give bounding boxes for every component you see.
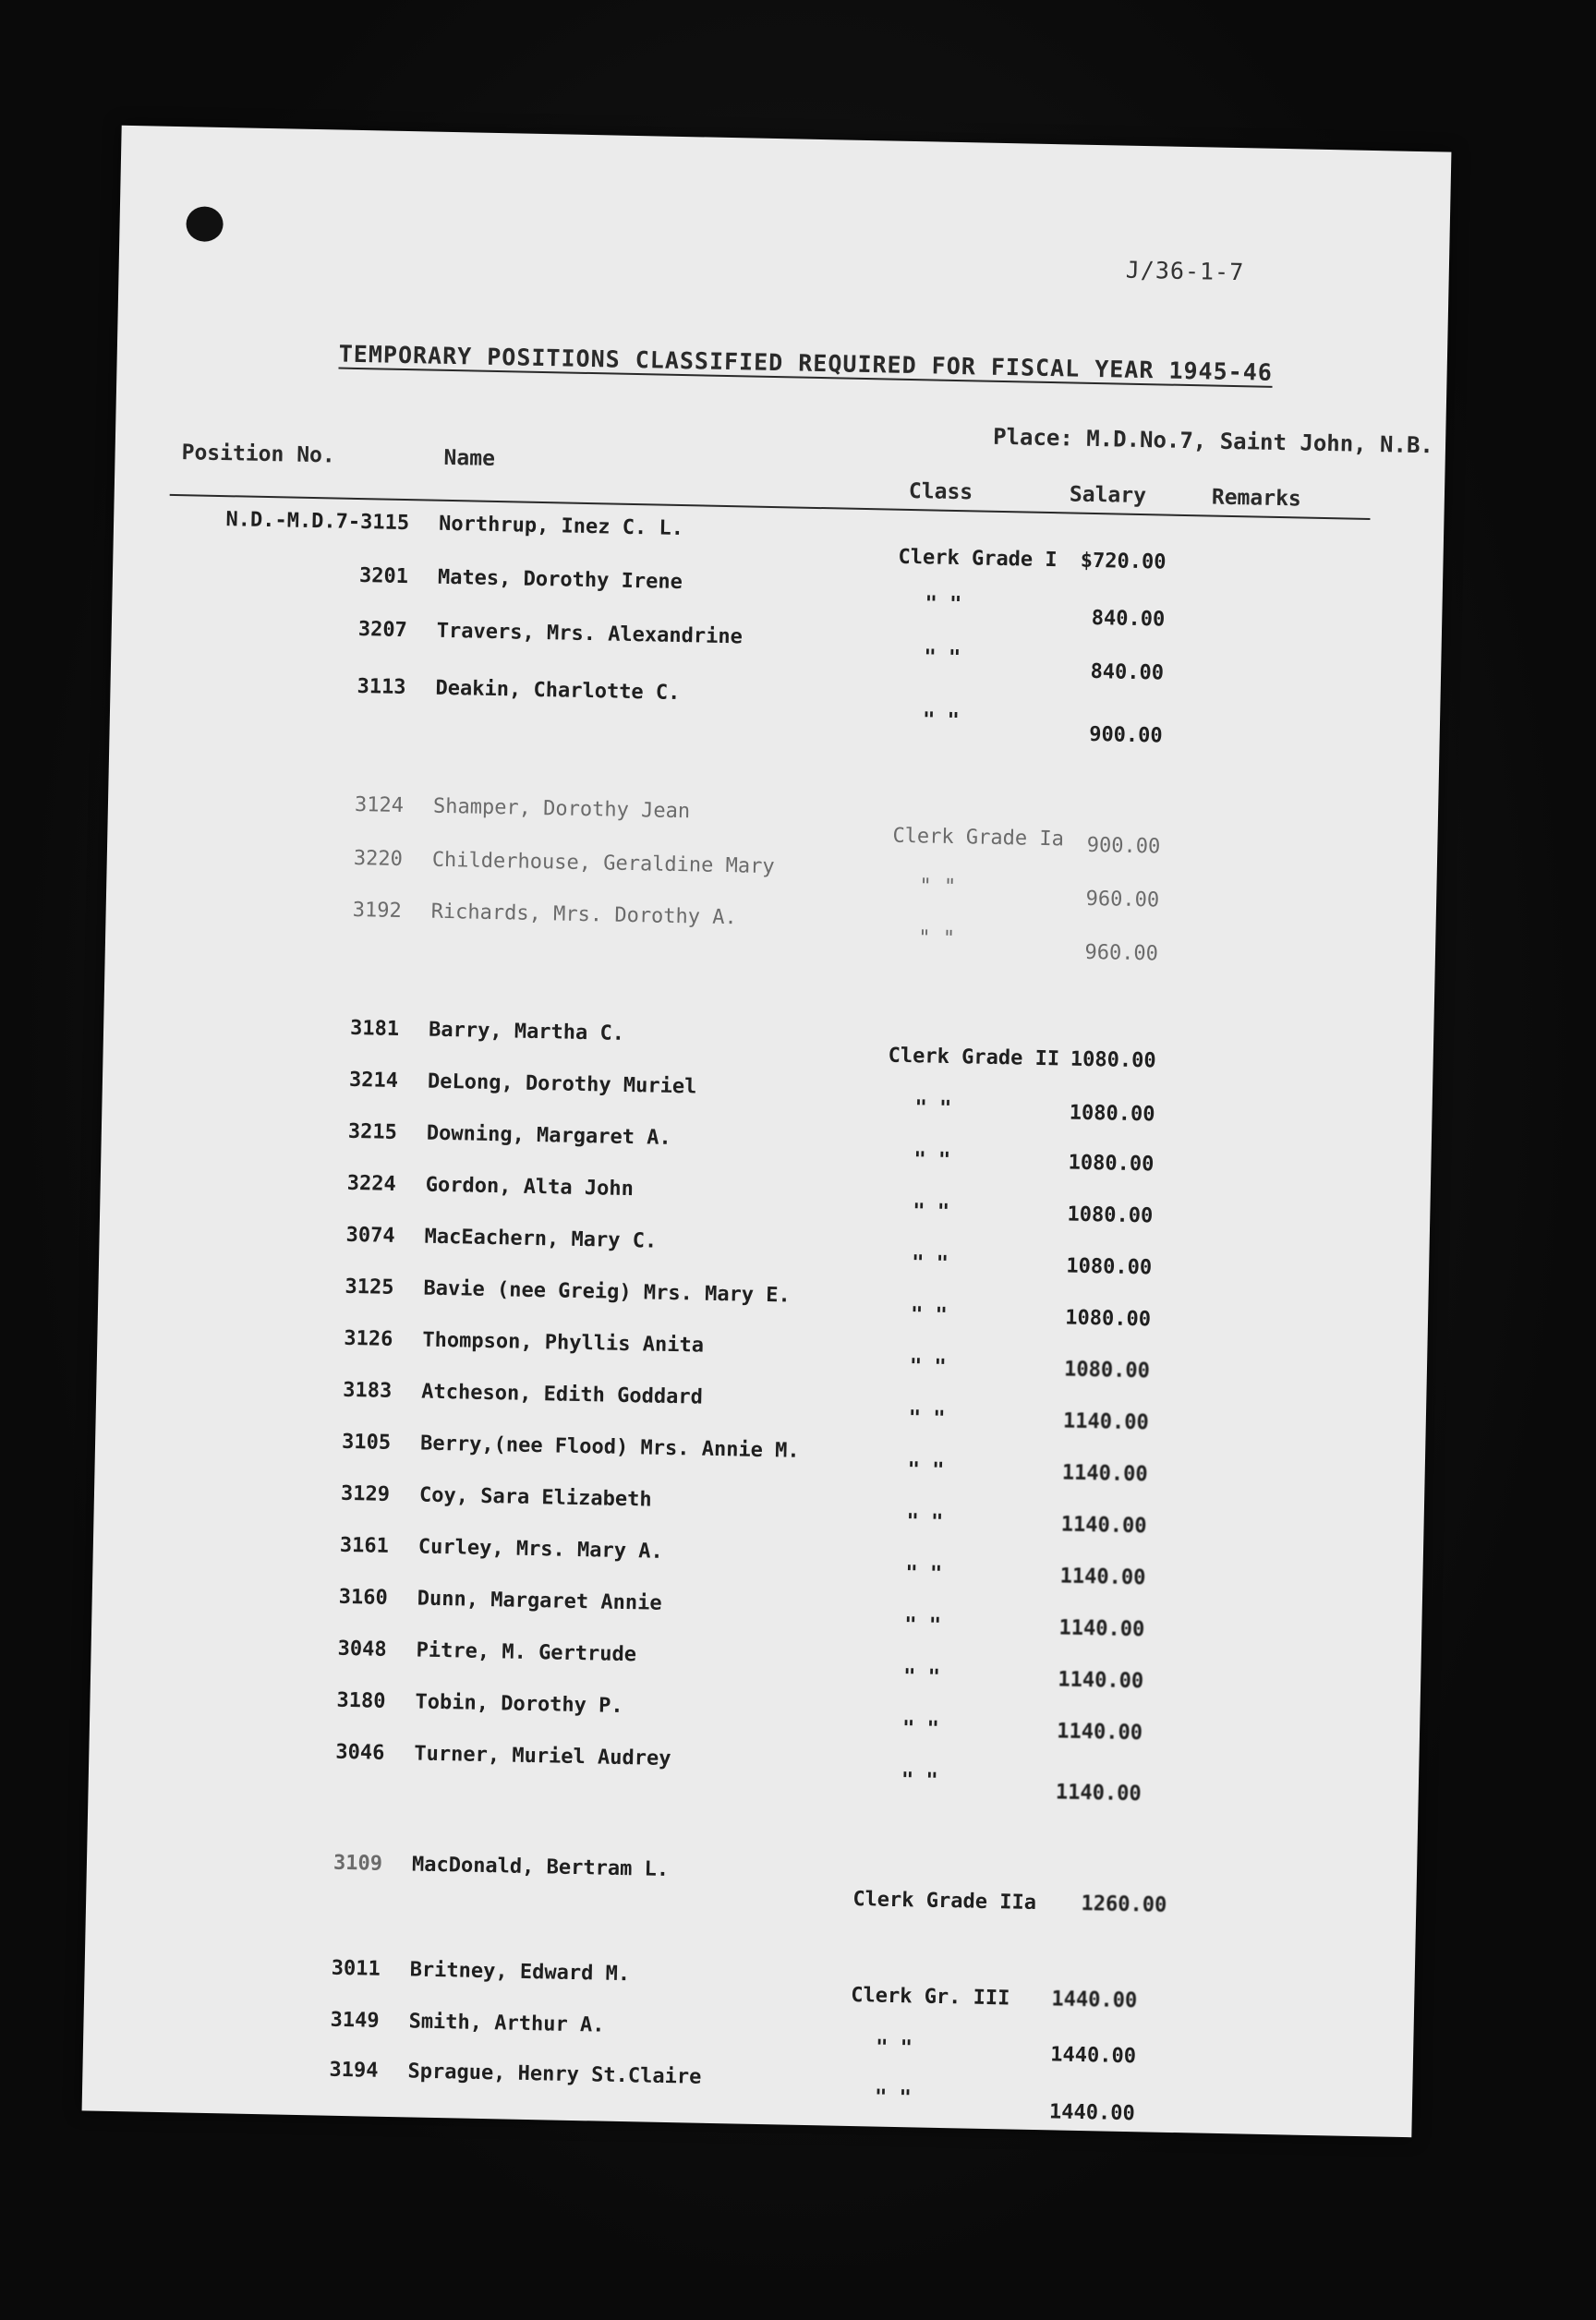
employee-name: Coy, Sara Elizabeth <box>418 1483 652 1512</box>
position-number: 3074 <box>345 1223 395 1248</box>
salary-amount: 1440.00 <box>1048 2100 1135 2126</box>
salary-amount: 900.00 <box>1088 722 1163 748</box>
position-number: 3105 <box>341 1430 392 1455</box>
header-salary: Salary <box>1069 482 1147 509</box>
salary-amount: 960.00 <box>1085 887 1160 912</box>
header-class: Class <box>908 478 973 505</box>
class-grade: " " <box>925 592 962 617</box>
table-row <box>111 613 1441 685</box>
class-grade: Clerk Grade I <box>898 545 1058 573</box>
table-row <box>102 1116 1432 1177</box>
salary-amount: 840.00 <box>1091 606 1166 632</box>
class-grade: " " <box>911 1251 949 1275</box>
table-row <box>89 1735 1419 1806</box>
employee-name: MacEachern, Mary C. <box>424 1225 658 1253</box>
position-number: 3194 <box>329 2058 379 2083</box>
employee-name: Travers, Mrs. Alexandrine <box>436 619 744 649</box>
employee-name: Dunn, Margaret Annie <box>417 1587 662 1615</box>
place-line: Place: M.D.No.7, Saint John, N.B. <box>992 423 1434 459</box>
position-number: 3180 <box>336 1688 386 1713</box>
class-grade: " " <box>906 1510 944 1534</box>
position-number: 3160 <box>338 1585 389 1610</box>
class-grade: " " <box>914 1096 952 1121</box>
position-number: 3181 <box>349 1016 400 1041</box>
class-grade: Clerk Grade Ia <box>892 824 1065 852</box>
salary-amount: 1080.00 <box>1065 1306 1152 1332</box>
class-grade: " " <box>913 1200 950 1224</box>
employee-name: Mates, Dorothy Irene <box>437 565 683 595</box>
salary-amount: 1140.00 <box>1061 1461 1148 1487</box>
table-row <box>84 1951 1414 2013</box>
class-grade: Clerk Gr. III <box>850 1984 1010 2011</box>
employee-name: MacDonald, Bertram L. <box>411 1853 670 1882</box>
employee-name: Bavie (nee Greig) Mrs. Mary E. <box>423 1276 792 1308</box>
salary-amount: 1140.00 <box>1059 1565 1146 1590</box>
class-grade: " " <box>902 1665 941 1689</box>
class-grade: " " <box>913 1148 951 1173</box>
employee-name: DeLong, Dorothy Muriel <box>427 1069 697 1099</box>
salary-amount: 1260.00 <box>1081 1892 1167 1917</box>
file-reference: J/36-1-7 <box>1125 256 1245 286</box>
employee-name: Curley, Mrs. Mary A. <box>417 1535 663 1564</box>
table-row <box>114 506 1444 574</box>
position-number: 3048 <box>337 1637 387 1661</box>
employee-name: Berry,(nee Flood) Mrs. Annie M. <box>419 1432 800 1463</box>
class-grade: " " <box>901 1769 938 1793</box>
position-number: 3201 <box>358 564 409 589</box>
position-number: 3214 <box>348 1068 399 1093</box>
salary-amount: 1080.00 <box>1066 1254 1153 1280</box>
employee-name: Barry, Martha C. <box>428 1018 625 1045</box>
position-number: 3126 <box>344 1326 393 1351</box>
employee-name: Deakin, Charlotte C. <box>435 676 681 706</box>
salary-amount: 1140.00 <box>1060 1513 1147 1539</box>
header-position-no: Position No. <box>181 441 336 468</box>
class-grade: " " <box>910 1303 949 1327</box>
employee-name: Downing, Margaret A. <box>426 1121 671 1150</box>
salary-amount: 1080.00 <box>1069 1101 1155 1127</box>
class-grade: " " <box>924 646 961 671</box>
table-row <box>103 1064 1433 1127</box>
position-number: 3215 <box>347 1119 398 1144</box>
employee-name: Britney, Edward M. <box>409 1958 631 1987</box>
table-row <box>95 1425 1425 1487</box>
salary-amount: 900.00 <box>1086 833 1161 859</box>
class-grade: " " <box>904 1613 942 1637</box>
class-grade: " " <box>875 2036 913 2060</box>
class-grade: " " <box>905 1562 943 1586</box>
table-row <box>97 1323 1427 1384</box>
class-grade: Clerk Grade II <box>888 1044 1060 1071</box>
salary-amount: 1140.00 <box>1057 1720 1143 1746</box>
class-grade: " " <box>909 1355 947 1379</box>
employee-name: Pitre, M. Gertrude <box>416 1638 637 1667</box>
employee-name: Tobin, Dorothy P. <box>415 1690 623 1719</box>
salary-amount: 1080.00 <box>1063 1358 1151 1384</box>
employee-name: Gordon, Alta John <box>425 1173 635 1202</box>
class-grade: " " <box>874 2085 913 2110</box>
table-row <box>90 1684 1420 1746</box>
position-number: 3011 <box>331 1956 381 1981</box>
employee-name: Shamper, Dorothy Jean <box>432 794 691 824</box>
position-number: 3192 <box>352 898 402 924</box>
employee-name: Atcheson, Edith Goddard <box>421 1380 704 1409</box>
table-row <box>105 894 1435 966</box>
class-grade: " " <box>922 708 960 733</box>
employee-name: Sprague, Henry St.Claire <box>407 2060 702 2089</box>
position-number: 3113 <box>357 675 406 700</box>
position-number: 3129 <box>340 1481 391 1506</box>
position-number: 3220 <box>353 846 404 872</box>
salary-amount: 1080.00 <box>1068 1151 1155 1177</box>
position-number: 3124 <box>354 792 405 818</box>
table-row <box>103 1012 1433 1073</box>
salary-amount: 1440.00 <box>1050 2043 1137 2069</box>
position-number: 3149 <box>330 2008 380 2033</box>
header-name: Name <box>443 445 496 471</box>
position-number: 3207 <box>357 618 408 643</box>
table-row <box>93 1529 1423 1590</box>
employee-name: Childerhouse, Geraldine Mary <box>431 848 775 879</box>
position-number: 3125 <box>345 1275 394 1299</box>
salary-amount: 1140.00 <box>1055 1781 1142 1806</box>
document-page <box>82 126 1452 2137</box>
header-remarks: Remarks <box>1211 485 1302 512</box>
position-number: 3183 <box>343 1378 393 1403</box>
position-number: 3224 <box>346 1171 397 1196</box>
table-row <box>99 1219 1429 1280</box>
table-row <box>91 1632 1421 1694</box>
class-grade: Clerk Grade IIa <box>852 1888 1037 1915</box>
document-title: TEMPORARY POSITIONS CLASSIFIED REQUIRED FOR FISCAL YEAR 1945-46 <box>338 340 1274 386</box>
employee-name: Smith, Arthur A. <box>408 2010 605 2037</box>
class-grade: " " <box>901 1717 940 1741</box>
salary-amount: 1140.00 <box>1058 1668 1144 1694</box>
table-row <box>87 1846 1417 1917</box>
salary-amount: $720.00 <box>1080 549 1167 574</box>
table-row <box>110 671 1440 748</box>
position-number: 3161 <box>339 1533 390 1558</box>
class-grade: " " <box>907 1458 945 1482</box>
employee-name: Northrup, Inez C. L. <box>438 512 684 541</box>
table-row <box>98 1271 1428 1332</box>
salary-amount: 960.00 <box>1084 940 1159 966</box>
table-row <box>96 1373 1426 1435</box>
table-row <box>100 1167 1430 1226</box>
class-grade: " " <box>908 1407 946 1431</box>
class-grade: " " <box>917 926 956 951</box>
salary-amount: 1440.00 <box>1051 1988 1138 2013</box>
class-grade: " " <box>919 875 957 900</box>
position-number: N.D.-M.D.7-3115 <box>225 508 410 536</box>
salary-amount: 1080.00 <box>1070 1047 1156 1073</box>
table-row <box>91 1580 1421 1642</box>
position-number: 3109 <box>332 1851 383 1876</box>
positions-table <box>82 126 1452 2137</box>
employee-name: Thompson, Phyllis Anita <box>422 1328 705 1358</box>
table-row <box>82 2053 1412 2126</box>
salary-amount: 1140.00 <box>1058 1616 1145 1642</box>
salary-amount: 840.00 <box>1090 659 1165 685</box>
table-row <box>83 2003 1413 2069</box>
salary-amount: 1140.00 <box>1062 1409 1149 1435</box>
salary-amount: 1080.00 <box>1067 1202 1154 1228</box>
table-row <box>94 1477 1424 1539</box>
employee-name: Richards, Mrs. Dorothy A. <box>430 900 738 930</box>
employee-name: Turner, Muriel Audrey <box>414 1742 671 1771</box>
position-number: 3046 <box>335 1740 385 1765</box>
